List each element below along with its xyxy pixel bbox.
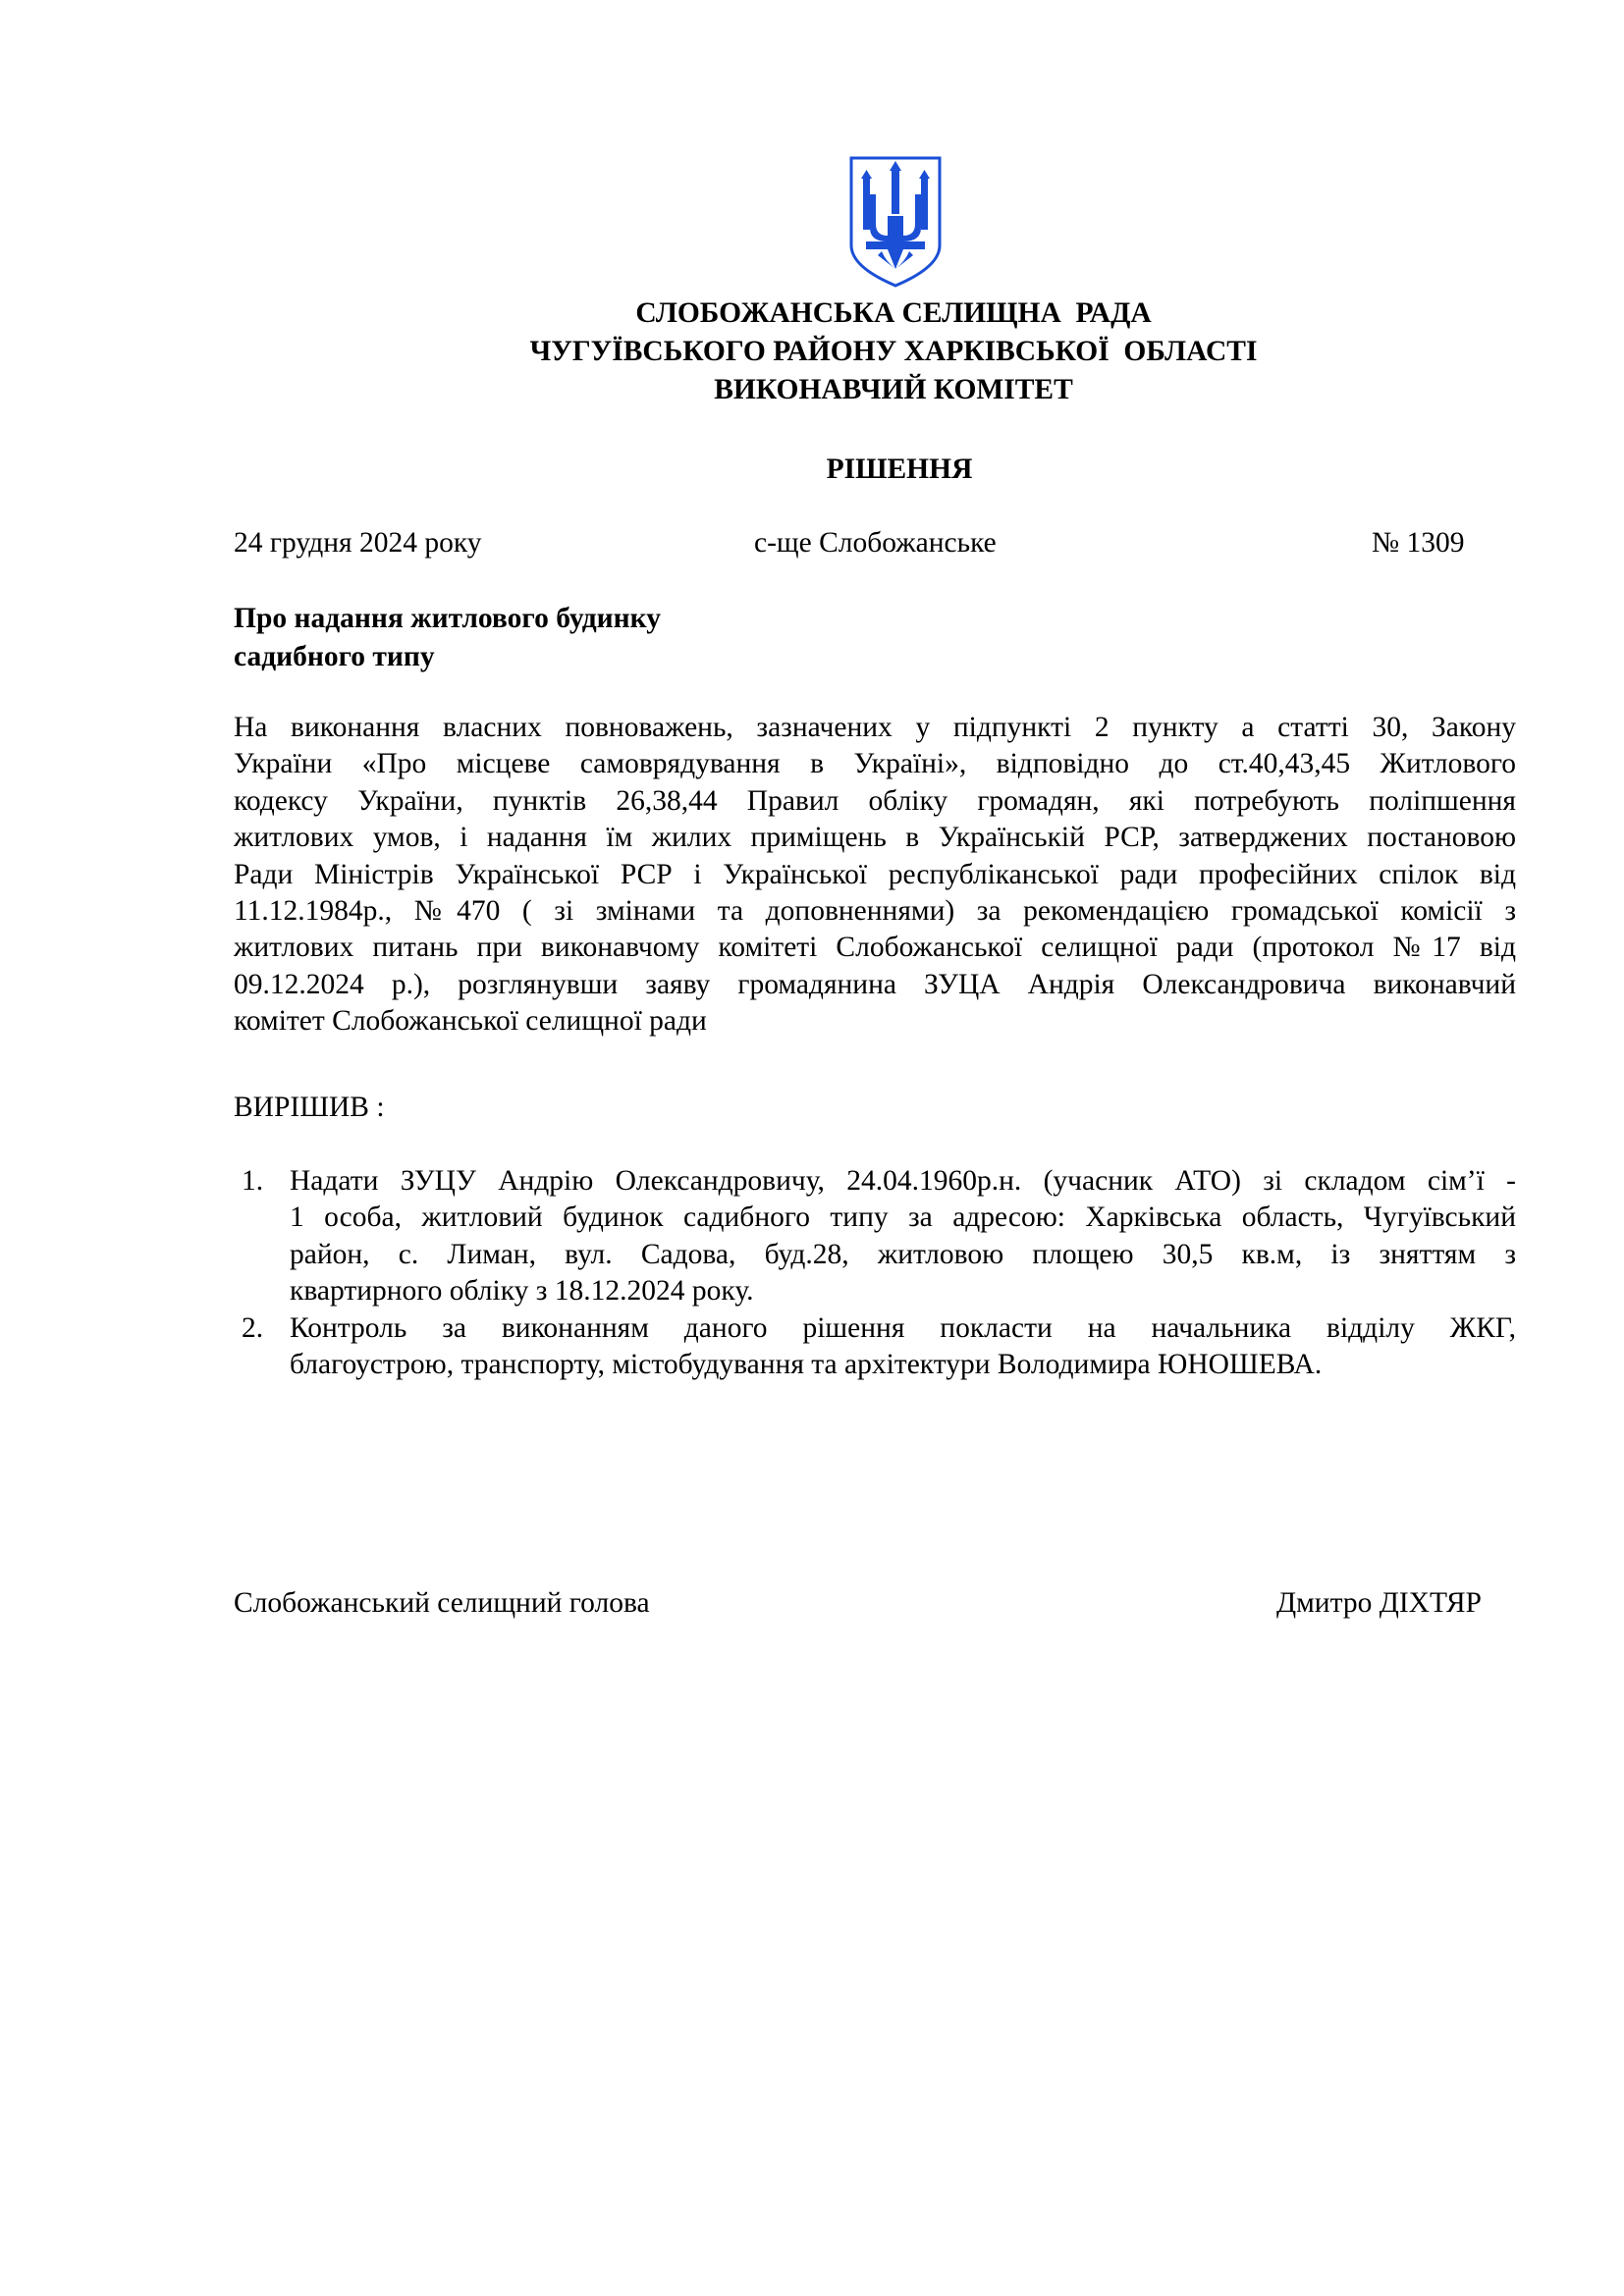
item-line: Контроль за виконанням даного рішення покласти на начальника відділу ЖКГ, [290,1311,1516,1344]
item-line: 1 особа, житловий будинок садибного типу за адресою: Харківська область, Чугуївський [290,1201,1516,1234]
item-number: 2. [242,1311,264,1344]
item-line: Надати ЗУЦУ Андрію Олександровичу, 24.04.1960р.н. (учасник АТО) зі складом сім’ї - [290,1165,1516,1197]
coat-of-arms-trident-icon [848,155,943,289]
signature-name: Дмитро ДІХТЯР [1276,1587,1482,1619]
preamble-paragraph [234,710,1516,1041]
document-number: № 1309 [1372,527,1465,559]
signature-position: Слобожанський селищний голова [234,1587,650,1619]
item-line: благоустрою, транспорту, містобудування та архітектури Володимира ЮНОШЕВА. [290,1349,1323,1381]
preamble-line: 09.12.2024 р.), розглянувши заяву громадянина ЗУЦА Андрія Олександровича виконавчий [234,968,1516,1000]
preamble-line: кодексу України, пунктів 26,38,44 Правил обліку громадян, які потребують поліпшення [234,784,1516,817]
council-header [0,294,1624,409]
preamble-line: 11.12.1984р., №470 ( зі змінами та доповненнями) за рекомендацією громадської комісії з [234,895,1516,928]
council-name: СЛОБОЖАНСЬКА СЕЛИЩНА РАДА [635,297,1152,329]
decision-item [234,1163,1516,1310]
item-number: 1. [242,1165,264,1197]
subject-line: садибного типу [234,641,435,672]
resolved-label: ВИРІШИВ : [234,1092,385,1123]
subject-line: Про надання житлового будинку [234,603,661,634]
decision-list [234,1163,1516,1383]
preamble-line: України «Про місцеве самоврядування в Україні», відповідно до ст.40,43,45 Житлового [234,748,1516,780]
preamble-line: На виконання власних повноважень, зазначених у підпункті 2 пункту а статті 30, Закону [234,712,1516,743]
executive-committee: ВИКОНАВЧИЙ КОМІТЕТ [714,374,1073,405]
document-date: 24 грудня 2024 року [234,527,482,559]
document-title: РІШЕННЯ [826,454,973,485]
item-line: квартирного обліку з 18.12.2024 року. [290,1275,754,1308]
preamble-line: Ради Міністрів Української РСР і Української республіканської ради професійних спілок від [234,858,1516,890]
preamble-line: комітет Слобожанської селищної ради [234,1005,707,1038]
preamble-line: житлових умов, і надання їм жилих приміщень в Українській РСР, затверджених постановою [234,822,1516,854]
document-place: с-ще Слобожанське [754,527,997,559]
document-subject [234,600,661,676]
district-name: ЧУГУЇВСЬКОГО РАЙОНУ ХАРКІВСЬКОЇ ОБЛАСТІ [529,336,1258,367]
decision-item [234,1310,1516,1384]
item-line: район, с. Лиман, вул. Садова, буд.28, житловою площею 30,5 кв.м, із зняттям з [290,1238,1516,1270]
preamble-line: житлових питань при виконавчому комітеті Слобожанської селищної ради (протокол №17 від [234,932,1516,964]
